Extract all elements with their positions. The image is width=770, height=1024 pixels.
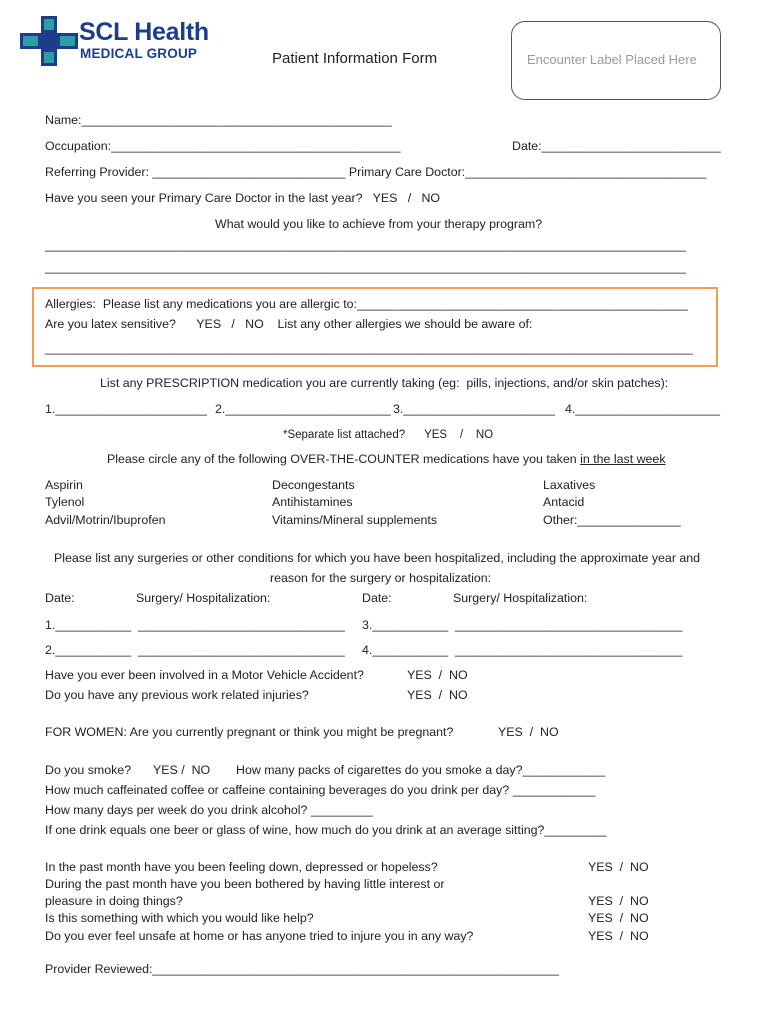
latex-sensitive-question[interactable]: Are you latex sensitive? YES / NO List any other allergies we should be aware of: (45, 317, 533, 331)
page-title: Patient Information Form (272, 50, 438, 67)
other-allergies-line[interactable]: ______________________________________________________________________________________________ (45, 341, 693, 355)
therapy-goal-question: What would you like to achieve from your therapy program? (215, 217, 543, 231)
otc-option-antacid[interactable]: Antacid (543, 495, 585, 509)
cigarette-packs-field[interactable]: How many packs of cigarettes do you smoke a day?____________ (236, 763, 606, 777)
interest-question-cont: pleasure in doing things? (45, 894, 183, 908)
mva-yes-no[interactable]: YES / NO (407, 668, 468, 682)
otc-option-aspirin[interactable]: Aspirin (45, 478, 83, 492)
surgery-label: Surgery/ Hospitalization: (453, 591, 588, 605)
safety-yes-no[interactable]: YES / NO (588, 929, 649, 943)
encounter-label-box (511, 21, 721, 100)
otc-heading: Please circle any of the following OVER-THE-COUNTER medications have you taken in the last week (107, 452, 666, 466)
encounter-label-placeholder: Encounter Label Placed Here (527, 52, 697, 67)
separate-list-question[interactable]: *Separate list attached? YES / NO (283, 429, 494, 441)
therapy-goal-line[interactable]: _____________________________________________________________________________________________ (45, 238, 686, 252)
safety-question: Do you ever feel unsafe at home or has anyone tried to injure you in any way? (45, 929, 474, 943)
otc-option-decongestants[interactable]: Decongestants (272, 478, 355, 492)
surgery-date-label: Date: (362, 591, 392, 605)
smoke-question: Do you smoke? (45, 763, 132, 777)
referring-provider-field[interactable]: Referring Provider: ____________________________ Primary Care Doctor:___________________________________ (45, 165, 707, 179)
interest-yes-no[interactable]: YES / NO (588, 894, 649, 908)
work-injury-yes-no[interactable]: YES / NO (407, 688, 468, 702)
mva-question: Have you ever been involved in a Motor Vehicle Accident? (45, 668, 364, 682)
brand-name: SCL Health (79, 18, 209, 46)
pregnancy-question: FOR WOMEN: Are you currently pregnant or think you might be pregnant? (45, 725, 454, 739)
depression-question: In the past month have you been feeling down, depressed or hopeless? (45, 860, 438, 874)
interest-question: During the past month have you been bothered by having little interest or (45, 877, 445, 891)
surgery-row-3[interactable]: 3.___________ _________________________________ (362, 618, 683, 632)
surgery-row-4[interactable]: 4.___________ _________________________________ (362, 643, 683, 657)
pregnancy-yes-no[interactable]: YES / NO (498, 725, 559, 739)
prescription-heading: List any PRESCRIPTION medication you are currently taking (eg: pills, injections, and/or skin patches): (100, 376, 669, 390)
prescription-slot-3[interactable]: 3.______________________ (393, 402, 555, 416)
surgery-row-1[interactable]: 1.___________ ______________________________ (45, 618, 345, 632)
prescription-slot-2[interactable]: 2.________________________ (215, 402, 391, 416)
otc-option-antihistamines[interactable]: Antihistamines (272, 495, 353, 509)
surgeries-heading-cont: reason for the surgery or hospitalization: (270, 571, 492, 585)
otc-option-ibuprofen[interactable]: Advil/Motrin/Ibuprofen (45, 513, 166, 527)
alcohol-days-field[interactable]: How many days per week do you drink alcohol? _________ (45, 803, 373, 817)
help-yes-no[interactable]: YES / NO (588, 911, 649, 925)
otc-option-tylenol[interactable]: Tylenol (45, 495, 85, 509)
surgery-label: Surgery/ Hospitalization: (136, 591, 271, 605)
provider-reviewed-field[interactable]: Provider Reviewed:___________________________________________________________ (45, 962, 560, 976)
pcp-seen-question[interactable]: Have you seen your Primary Care Doctor in the last year? YES / NO (45, 191, 441, 205)
otc-option-laxatives[interactable]: Laxatives (543, 478, 596, 492)
alcohol-amount-field[interactable]: If one drink equals one beer or glass of wine, how much do you drink at an average sitting?_________ (45, 823, 607, 837)
work-injury-question: Do you have any previous work related injuries? (45, 688, 309, 702)
medication-allergies-field[interactable]: Allergies: Please list any medications you are allergic to:________________________________________________ (45, 297, 688, 311)
caffeine-field[interactable]: How much caffeinated coffee or caffeine containing beverages do you drink per day? ____________ (45, 783, 596, 797)
scl-health-logo-icon (20, 16, 78, 66)
surgeries-heading: Please list any surgeries or other conditions for which you have been hospitalized, including the approximate year and (54, 551, 701, 565)
surgery-row-2[interactable]: 2.___________ ______________________________ (45, 643, 345, 657)
therapy-goal-line[interactable]: _____________________________________________________________________________________________ (45, 260, 686, 274)
otc-option-vitamins[interactable]: Vitamins/Mineral supplements (272, 513, 438, 527)
prescription-slot-4[interactable]: 4._____________________ (565, 402, 721, 416)
depression-yes-no[interactable]: YES / NO (588, 860, 649, 874)
name-field[interactable]: Name:_____________________________________________ (45, 113, 392, 127)
date-field[interactable]: Date:__________________________ (512, 139, 721, 153)
surgery-date-label: Date: (45, 591, 75, 605)
prescription-slot-1[interactable]: 1.______________________ (45, 402, 207, 416)
smoke-yes-no[interactable]: YES / NO (153, 763, 211, 777)
help-question: Is this something with which you would like help? (45, 911, 314, 925)
otc-option-other[interactable]: Other:_______________ (543, 513, 681, 527)
brand-subtitle: MEDICAL GROUP (80, 46, 198, 61)
occupation-field[interactable]: Occupation:__________________________________________ (45, 139, 401, 153)
